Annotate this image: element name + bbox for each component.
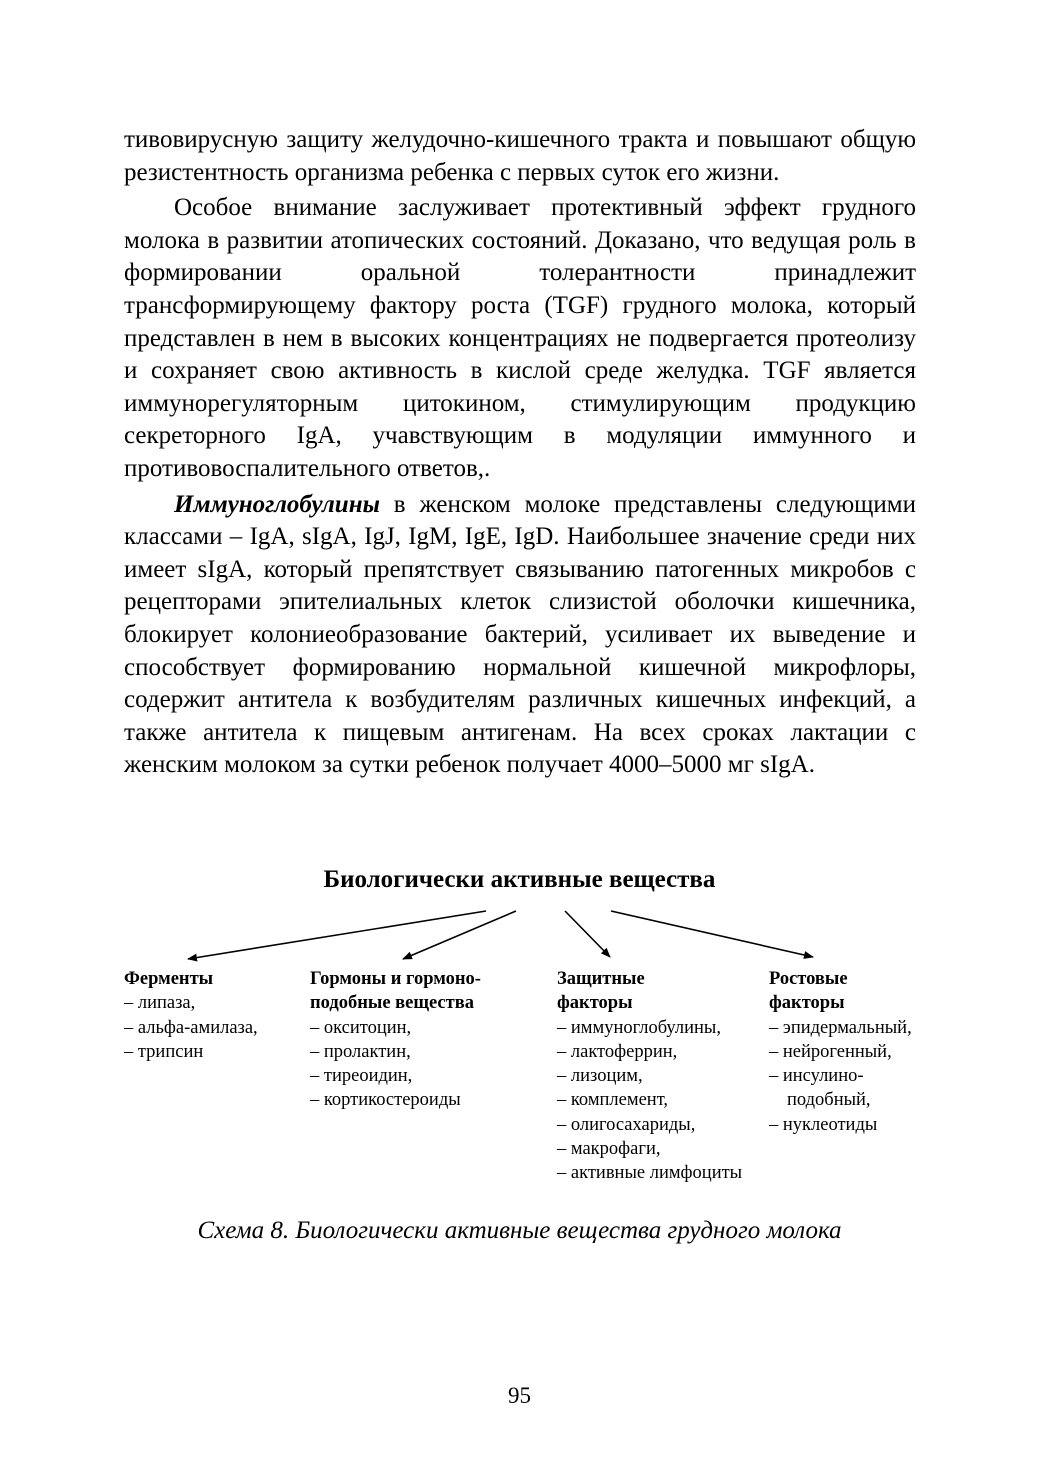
- arrow-to-protective: [565, 911, 610, 957]
- list-item: подобный,: [787, 1090, 871, 1111]
- schema-column-enzymes: [124, 967, 258, 1064]
- list-item: – инсулино-: [769, 1066, 864, 1087]
- paragraph-3-text: в женском молоке представлены следующими классами – IgA, sIgA, IgJ, IgM, IgE, IgD. Наибольшее значение среди них имеет sIgA, который препятствует связыванию патогенных микробов с рецепторами эпителиальных клеток слизистой оболочки кишечника, блокирует колониеобразование бактерий, усиливает их выведение и способствует формированию нормальной кишечной микрофлоры, содержит антитела к возбудителям различных кишечных инфекций, а также антитела к пищевым антигенам. На всех сроках лактации с женским молоком за сутки ребенок получает 4000–5000 мг sIgA.: [124, 490, 916, 779]
- list-item: – кортикостероиды: [310, 1090, 461, 1111]
- figure-caption: Схема 8. Биологически активные вещества грудного молока: [197, 1217, 842, 1244]
- arrow-to-growth: [611, 911, 813, 957]
- list-item: – нуклеотиды: [769, 1114, 878, 1135]
- schema-title: Биологически активные вещества: [323, 866, 716, 893]
- column-heading: подобные вещества: [310, 993, 474, 1014]
- list-item: – макрофаги,: [557, 1139, 661, 1160]
- body-text: [124, 124, 916, 785]
- list-item: – липаза,: [124, 993, 196, 1014]
- list-item: – эпидермальный,: [769, 1017, 912, 1038]
- term-immunoglobulins: Иммуноглобулины: [174, 490, 380, 518]
- column-heading: Ферменты: [124, 969, 214, 989]
- list-item: – активные лимфоциты: [557, 1163, 743, 1184]
- list-item: – нейрогенный,: [769, 1041, 892, 1062]
- schema-column-protective: [557, 967, 742, 1186]
- paragraph-2: Особое внимание заслуживает протективный эффект грудного молока в развитии атопических состояний. Доказано, что ведущая роль в формировании оральной толерантности принадлежит трансформирующему фактору роста (TGF) грудного молока, который представлен в нем в высоких концентрациях не подвергается протеолизу и сохраняет свою активность в кислой среде желудка. TGF является иммунорегуляторным цитокином, стимулирующим продукцию секреторного IgA, учавствующим в модуляции иммунного и противовоспалительного ответов,.: [124, 194, 916, 482]
- list-item: – окситоцин,: [310, 1017, 412, 1038]
- list-item: – комплемент,: [557, 1090, 669, 1111]
- list-item: – олигосахариды,: [557, 1114, 696, 1135]
- column-heading: Защитные: [557, 969, 645, 989]
- page-number: 95: [508, 1383, 531, 1408]
- column-heading: факторы: [769, 993, 845, 1014]
- column-heading: Гормоны и гормоно-: [310, 969, 481, 989]
- list-item: – тиреоидин,: [310, 1066, 413, 1087]
- column-heading: факторы: [557, 993, 633, 1014]
- arrow-to-hormones: [403, 911, 516, 959]
- list-item: – альфа-амилаза,: [124, 1017, 258, 1038]
- list-item: – иммуноглобулины,: [557, 1017, 721, 1038]
- list-item: – лизоцим,: [557, 1066, 643, 1087]
- arrow-to-enzymes: [188, 911, 486, 959]
- schema-column-growth: [769, 967, 912, 1137]
- list-item: – пролактин,: [310, 1041, 411, 1062]
- list-item: – лактоферрин,: [557, 1041, 678, 1062]
- paragraph-3: [124, 489, 916, 782]
- list-item: – трипсин: [124, 1041, 204, 1062]
- paragraph-1: тивовирусную защиту желудочно-кишечного тракта и повышают общую резистентность организма ребенка с первых суток его жизни.: [124, 126, 916, 186]
- schema-column-hormones: [310, 967, 481, 1113]
- column-heading: Ростовые: [769, 969, 848, 989]
